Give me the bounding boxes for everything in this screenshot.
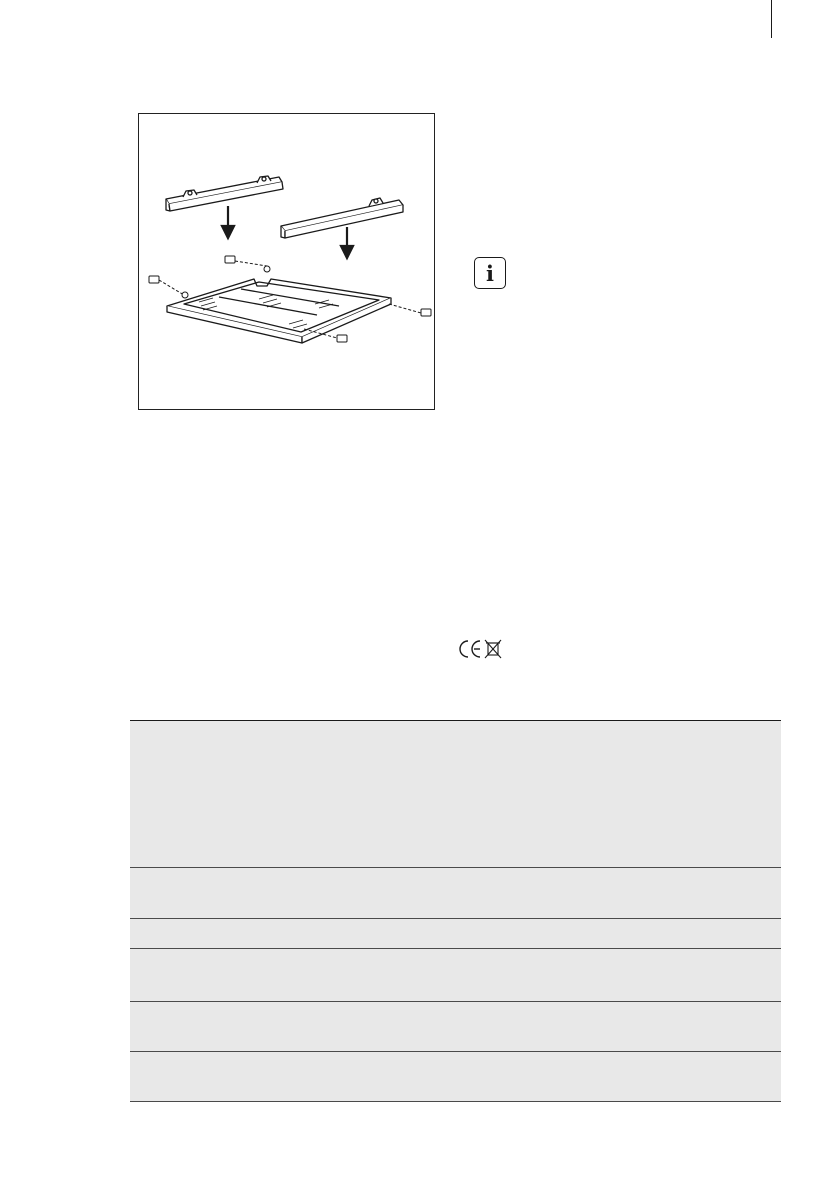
weee-crossed-bin-icon — [485, 640, 501, 658]
installation-figure — [138, 113, 435, 410]
page-edge-marker — [771, 0, 772, 38]
table-row — [130, 1051, 781, 1101]
table-row — [130, 721, 781, 867]
specification-table — [130, 721, 781, 1102]
plinth-assembly-drawing — [139, 114, 434, 409]
left-rail-part — [166, 176, 283, 211]
table-row — [130, 918, 781, 948]
info-icon — [474, 257, 506, 289]
ce-mark-icon — [460, 641, 480, 657]
right-rail-part — [281, 198, 403, 238]
table-row — [130, 867, 781, 918]
table-row — [130, 1001, 781, 1051]
base-tray-part — [167, 279, 391, 343]
compliance-marks — [455, 638, 515, 660]
table-row — [130, 948, 781, 1001]
info-glyph: i — [486, 260, 494, 286]
